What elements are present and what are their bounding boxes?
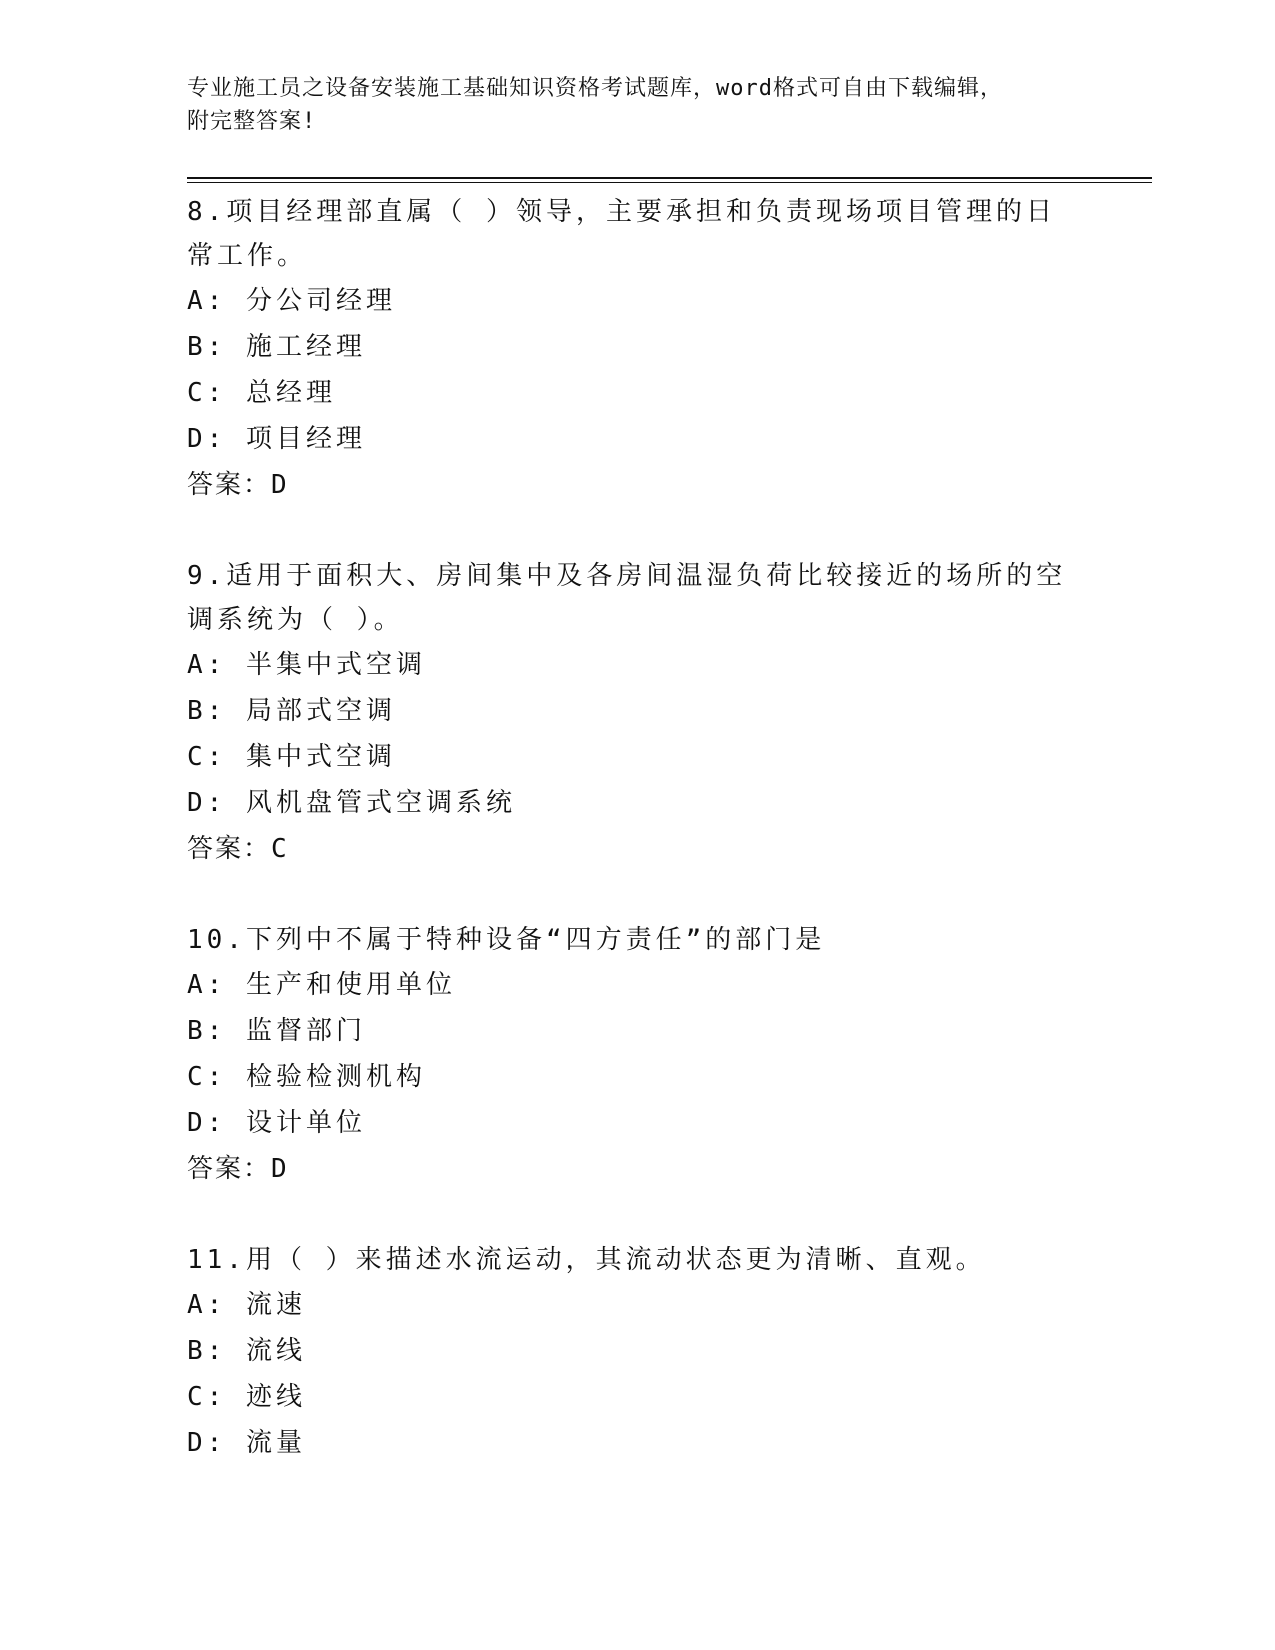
option-b: B: 流线 <box>187 1336 306 1366</box>
question-8 <box>187 190 1077 508</box>
question-11 <box>187 1238 1077 1466</box>
answer-line: 答案：C <box>187 834 289 864</box>
document-header <box>187 72 1087 138</box>
option-a: A: 分公司经理 <box>187 286 396 316</box>
question-10 <box>187 918 1077 1192</box>
option-d: D: 设计单位 <box>187 1108 366 1138</box>
option-c: C: 检验检测机构 <box>187 1062 426 1092</box>
option-a: A: 流速 <box>187 1290 306 1320</box>
header-line-1: 专业施工员之设备安装施工基础知识资格考试题库，word格式可自由下载编辑， <box>187 76 1003 101</box>
option-a: A: 半集中式空调 <box>187 650 426 680</box>
answer-line: 答案：D <box>187 470 289 500</box>
option-b: B: 施工经理 <box>187 332 366 362</box>
question-9 <box>187 554 1077 872</box>
header-divider-thick <box>187 177 1152 179</box>
question-list <box>187 190 1077 1512</box>
question-stem: 8.项目经理部直属（ ）领导，主要承担和负责现场项目管理的日常工作。 <box>187 197 1056 271</box>
header-line-2: 附完整答案! <box>187 109 317 134</box>
option-a: A: 生产和使用单位 <box>187 970 456 1000</box>
answer-line: 答案：D <box>187 1154 289 1184</box>
question-stem: 9.适用于面积大、房间集中及各房间温湿负荷比较接近的场所的空调系统为（ ）。 <box>187 561 1067 635</box>
option-d: D: 风机盘管式空调系统 <box>187 788 516 818</box>
option-d: D: 流量 <box>187 1428 306 1458</box>
option-d: D: 项目经理 <box>187 424 366 454</box>
header-divider-thin <box>187 182 1152 183</box>
question-stem: 11.用（ ）来描述水流运动，其流动状态更为清晰、直观。 <box>187 1245 986 1275</box>
question-stem: 10.下列中不属于特种设备“四方责任”的部门是 <box>187 925 826 955</box>
option-c: C: 集中式空调 <box>187 742 396 772</box>
option-b: B: 局部式空调 <box>187 696 396 726</box>
option-c: C: 迹线 <box>187 1382 306 1412</box>
option-b: B: 监督部门 <box>187 1016 366 1046</box>
option-c: C: 总经理 <box>187 378 336 408</box>
